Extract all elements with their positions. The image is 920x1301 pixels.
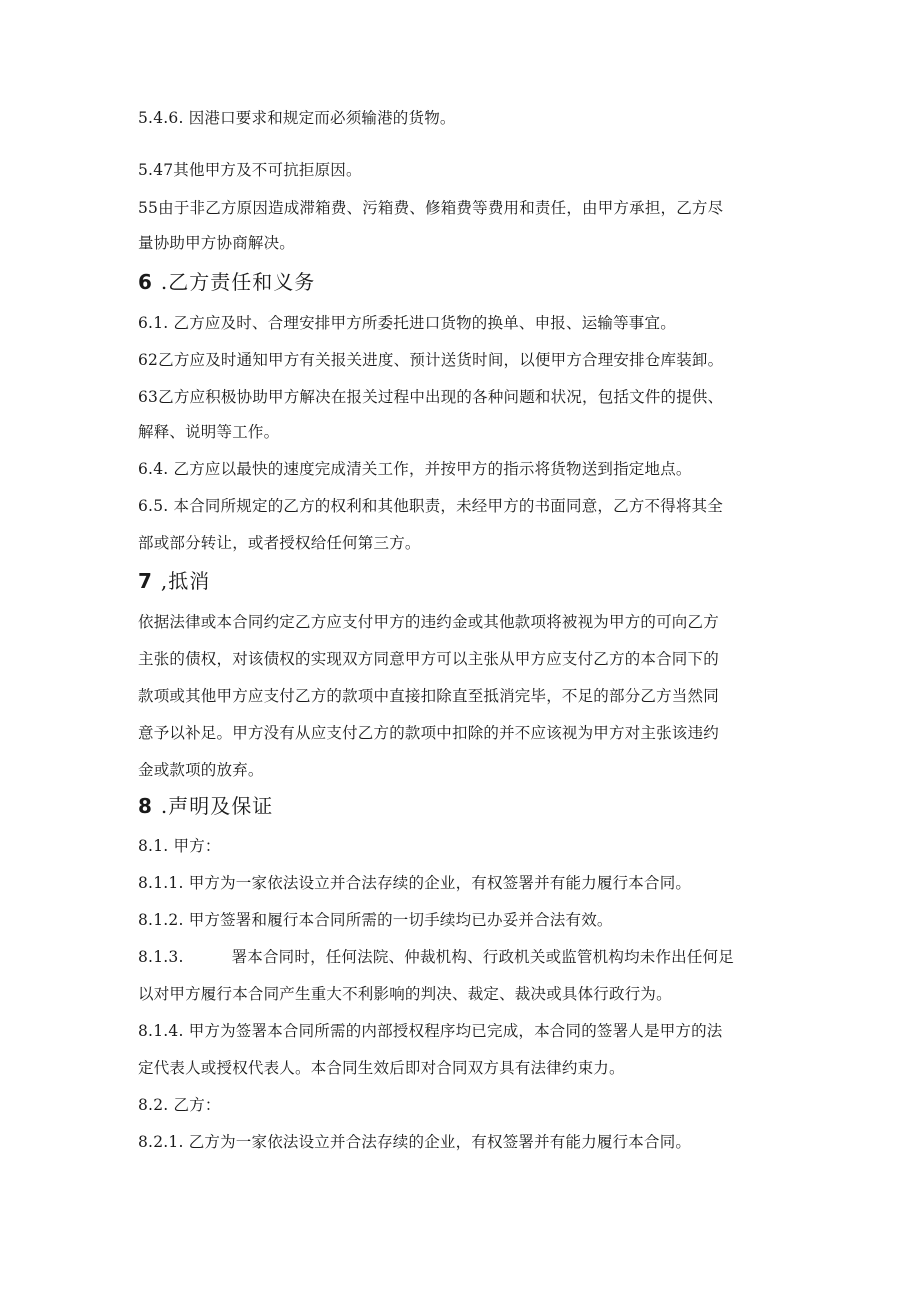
offset-paragraph-line-1: 依据法律或本合同约定乙方应支付甲方的违约金或其他款项将被视为甲方的可向乙方 [138, 613, 719, 631]
clause-text: 署本合同时，任何法院、仲裁机构、行政机关或监管机构均未作出任何足 [231, 948, 734, 966]
clause-8-1: 8.1. 甲方： [138, 837, 221, 855]
clause-6-5-line-1: 6.5. 本合同所规定的乙方的权利和其他职责，未经甲方的书面同意，乙方不得将其全 [138, 497, 724, 515]
clause-5-4-6: 5.4.6. 因港口要求和规定而必须输港的货物。 [138, 109, 456, 127]
section-title: .乙方责任和义务 [160, 270, 316, 294]
section-heading-8 [138, 793, 273, 819]
clause-8-1-2: 8.1.2. 甲方签署和履行本合同所需的一切手续均已办妥并合法有效。 [138, 911, 613, 929]
clause-8-2-1: 8.2.1. 乙方为一家依法设立并合法存续的企业，有权签署并有能力履行本合同。 [138, 1133, 692, 1151]
offset-paragraph-line-5: 金或款项的放弃。 [138, 761, 264, 779]
clause-5-5-line-1: 55由于非乙方原因造成滞箱费、污箱费、修箱费等费用和责任，由甲方承担，乙方尽 [138, 199, 724, 217]
clause-6-1: 6.1. 乙方应及时、合理安排甲方所委托进口货物的换单、申报、运输等事宜。 [138, 314, 676, 332]
clause-8-1-4-line-2: 定代表人或授权代表人。本合同生效后即对合同双方具有法律约束力。 [138, 1059, 625, 1077]
clause-8-2: 8.2. 乙方： [138, 1096, 221, 1114]
clause-6-3-line-1: 63乙方应积极协助甲方解决在报关过程中出现的各种问题和状况，包括文件的提供、 [138, 388, 724, 406]
section-heading-7 [138, 568, 210, 594]
offset-paragraph-line-2: 主张的债权，对该债权的实现双方同意甲方可以主张从甲方应支付乙方的本合同下的 [138, 650, 719, 668]
clause-8-1-3-line-1 [138, 947, 734, 967]
clause-6-2: 62乙方应及时通知甲方有关报关进度、预计送货时间，以便甲方合理安排仓库装卸。 [138, 351, 724, 369]
section-title: .声明及保证 [160, 794, 274, 818]
offset-paragraph-line-3: 款项或其他甲方应支付乙方的款项中直接扣除直至抵消完毕，不足的部分乙方当然同 [138, 687, 719, 705]
clause-5-5-line-2: 量协助甲方协商解决。 [138, 234, 296, 252]
clause-number: 8.1.3. [138, 948, 184, 966]
section-number: 7 [138, 569, 153, 593]
clause-8-1-1: 8.1.1. 甲方为一家依法设立并合法存续的企业，有权签署并有能力履行本合同。 [138, 874, 692, 892]
clause-6-3-line-2: 解释、说明等工作。 [138, 423, 280, 441]
clause-6-4: 6.4. 乙方应以最快的速度完成清关工作，并按甲方的指示将货物送到指定地点。 [138, 460, 692, 478]
offset-paragraph-line-4: 意予以补足。甲方没有从应支付乙方的款项中扣除的并不应该视为甲方对主张该违约 [138, 724, 719, 742]
section-number: 6 [138, 270, 153, 294]
section-title: ,抵消 [160, 569, 211, 593]
section-heading-6 [138, 269, 315, 295]
clause-5-4-7: 5.47其他甲方及不可抗拒原因。 [138, 161, 362, 179]
clause-6-5-line-2: 部或部分转让，或者授权给任何第三方。 [138, 534, 421, 552]
section-number: 8 [138, 794, 153, 818]
clause-8-1-4-line-1: 8.1.4. 甲方为签署本合同所需的内部授权程序均已完成，本合同的签署人是甲方的法 [138, 1022, 723, 1040]
clause-8-1-3-line-2: 以对甲方履行本合同产生重大不利影响的判决、裁定、裁决或具体行政行为。 [138, 985, 672, 1003]
